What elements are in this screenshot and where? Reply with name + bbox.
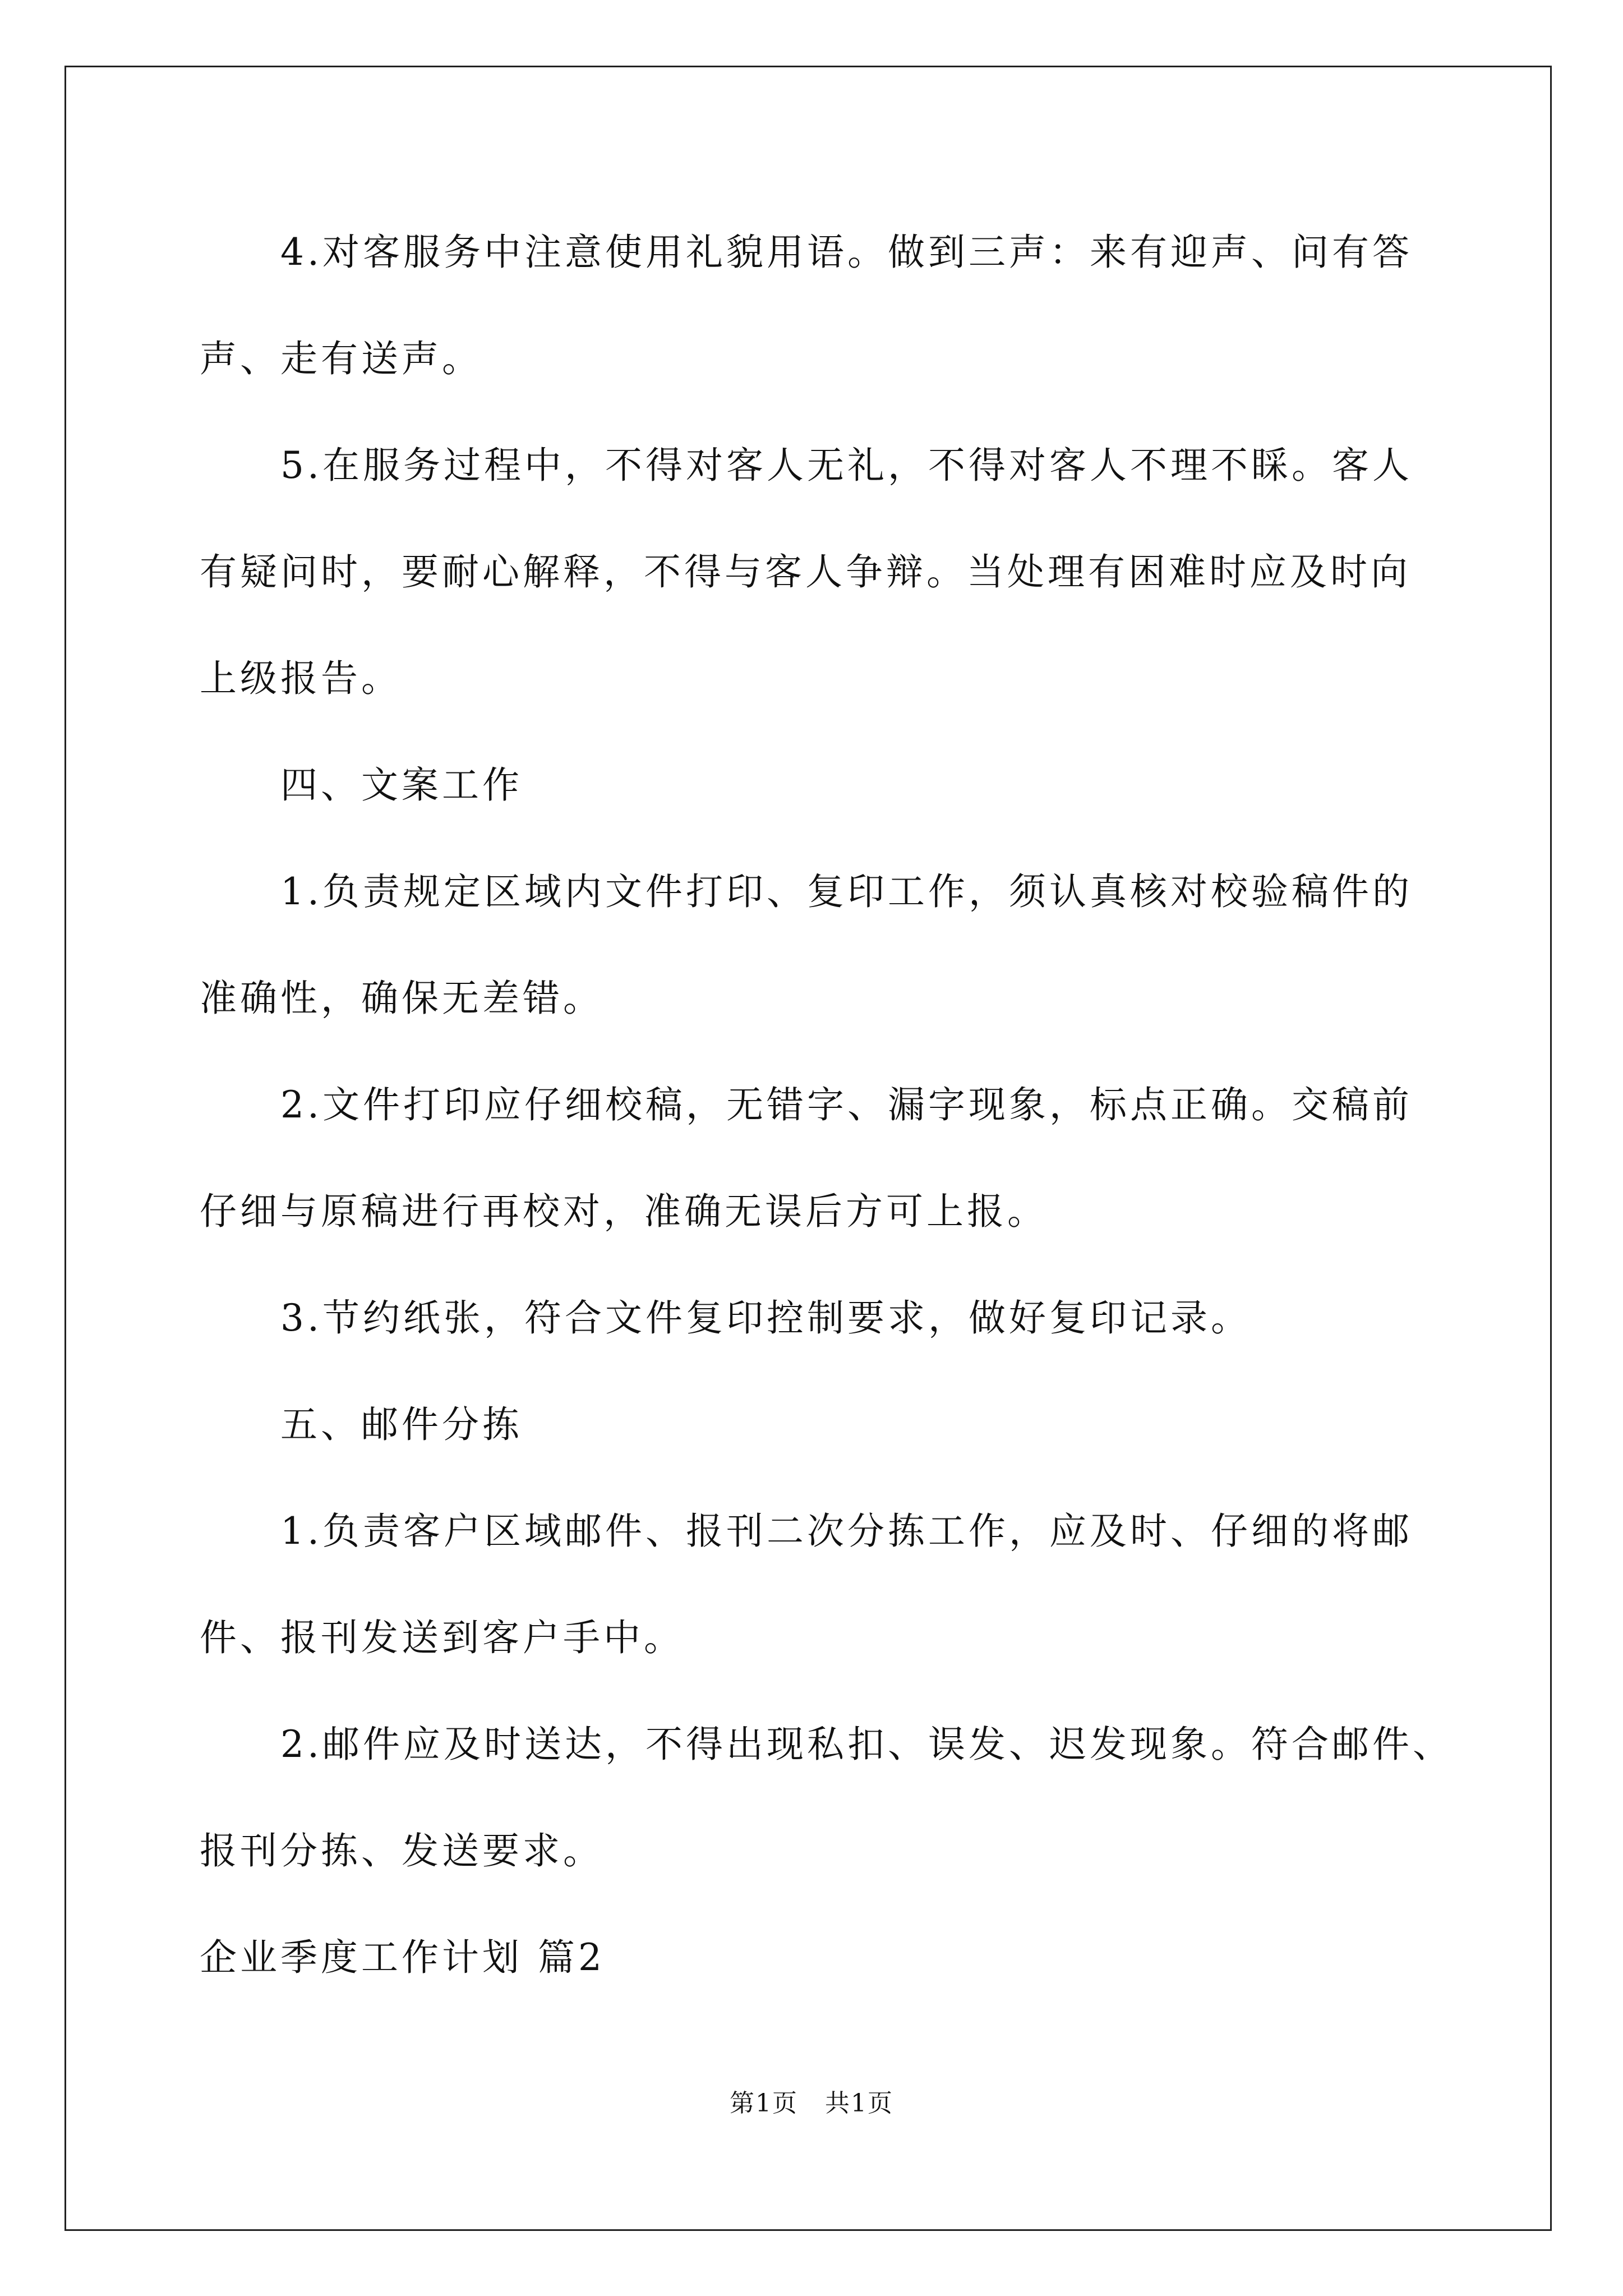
paragraph-line: 1.负责客户区域邮件、报刊二次分拣工作，应及时、仔细的将邮 bbox=[280, 1510, 1413, 1553]
section-heading: 五、邮件分拣 bbox=[280, 1403, 523, 1446]
paragraph-line: 件、报刊发送到客户手中。 bbox=[200, 1616, 684, 1659]
paragraph-line: 2.邮件应及时送达，不得出现私扣、误发、迟发现象。符合邮件、 bbox=[280, 1723, 1453, 1766]
paragraph-line: 报刊分拣、发送要求。 bbox=[200, 1829, 603, 1872]
paragraph-line: 仔细与原稿进行再校对，准确无误后方可上报。 bbox=[200, 1190, 1048, 1233]
paragraph-line: 4.对客服务中注意使用礼貌用语。做到三声：来有迎声、问有答 bbox=[280, 231, 1413, 274]
paragraph-line: 1.负责规定区域内文件打印、复印工作，须认真核对校验稿件的 bbox=[280, 870, 1413, 913]
page-border bbox=[64, 66, 1552, 2231]
paragraph-line: 准确性，确保无差错。 bbox=[200, 977, 603, 1020]
document-title-line: 企业季度工作计划 篇2 bbox=[200, 1936, 605, 1979]
page-footer: 第1页 共1页 bbox=[730, 2089, 893, 2118]
paragraph-line: 3.节约纸张，符合文件复印控制要求，做好复印记录。 bbox=[280, 1296, 1251, 1340]
paragraph-line: 上级报告。 bbox=[200, 657, 402, 700]
paragraph-line: 5.在服务过程中，不得对客人无礼，不得对客人不理不睬。客人 bbox=[280, 444, 1413, 487]
paragraph-line: 有疑问时，要耐心解释，不得与客人争辩。当处理有困难时应及时向 bbox=[200, 550, 1411, 593]
paragraph-line: 声、走有送声。 bbox=[200, 337, 482, 380]
section-heading: 四、文案工作 bbox=[280, 763, 523, 807]
paragraph-line: 2.文件打印应仔细校稿，无错字、漏字现象，标点正确。交稿前 bbox=[280, 1083, 1413, 1126]
